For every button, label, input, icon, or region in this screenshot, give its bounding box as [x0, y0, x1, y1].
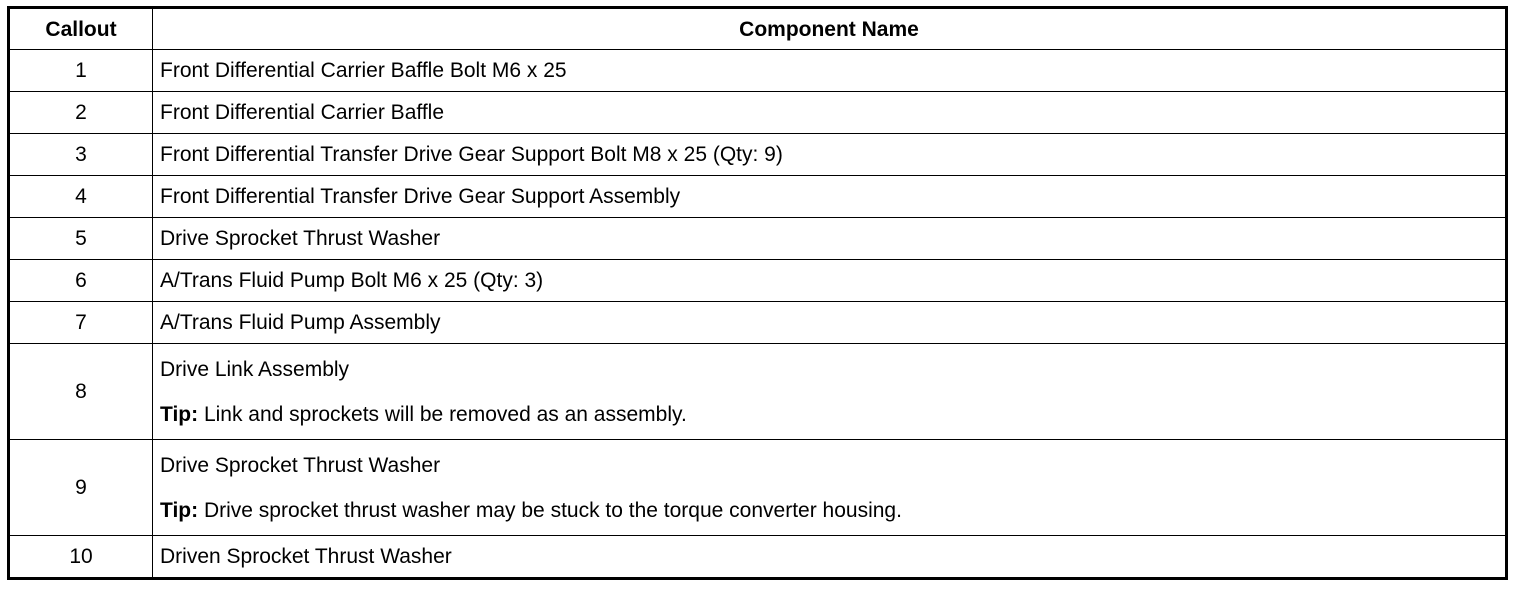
table-header-row: [9, 8, 1507, 50]
table-row: [9, 50, 1507, 92]
component-name-cell: Driven Sprocket Thrust Washer: [153, 536, 1507, 579]
table-row: [9, 176, 1507, 218]
table-row: [9, 302, 1507, 344]
callout-cell: 2: [9, 92, 153, 134]
callout-cell: 5: [9, 218, 153, 260]
table-row: [9, 536, 1507, 579]
tip-label: Tip:: [160, 402, 199, 426]
header-component-name: Component Name: [153, 8, 1507, 50]
tip-text: Link and sprockets will be removed as an assembly.: [198, 402, 687, 426]
callout-cell: 1: [9, 50, 153, 92]
component-name-cell: [153, 440, 1507, 536]
callout-cell: 6: [9, 260, 153, 302]
tip-note: [160, 498, 1498, 523]
component-name-cell: Front Differential Carrier Baffle: [153, 92, 1507, 134]
component-name-text: Drive Sprocket Thrust Washer: [160, 453, 441, 477]
table-row: [9, 218, 1507, 260]
component-name-cell: A/Trans Fluid Pump Assembly: [153, 302, 1507, 344]
component-name-cell: [153, 344, 1507, 440]
component-name-cell: Front Differential Carrier Baffle Bolt M6 x 25: [153, 50, 1507, 92]
component-name-cell: Front Differential Transfer Drive Gear Support Bolt M8 x 25 (Qty: 9): [153, 134, 1507, 176]
component-table-container: [7, 6, 1508, 580]
component-name-cell: Front Differential Transfer Drive Gear Support Assembly: [153, 176, 1507, 218]
table-row: [9, 134, 1507, 176]
callout-cell: 7: [9, 302, 153, 344]
callout-cell: 8: [9, 344, 153, 440]
callout-cell: 4: [9, 176, 153, 218]
component-name-cell: A/Trans Fluid Pump Bolt M6 x 25 (Qty: 3): [153, 260, 1507, 302]
table-row: [9, 92, 1507, 134]
component-table: [7, 6, 1508, 580]
table-row: [9, 440, 1507, 536]
tip-note: [160, 402, 1498, 427]
callout-cell: 10: [9, 536, 153, 579]
table-row: [9, 344, 1507, 440]
callout-cell: 3: [9, 134, 153, 176]
component-name-text: Drive Link Assembly: [160, 357, 350, 381]
callout-cell: 9: [9, 440, 153, 536]
header-callout: Callout: [9, 8, 153, 50]
table-row: [9, 260, 1507, 302]
tip-text: Drive sprocket thrust washer may be stuck to the torque converter housing.: [198, 498, 902, 522]
component-name-cell: Drive Sprocket Thrust Washer: [153, 218, 1507, 260]
tip-label: Tip:: [160, 498, 199, 522]
